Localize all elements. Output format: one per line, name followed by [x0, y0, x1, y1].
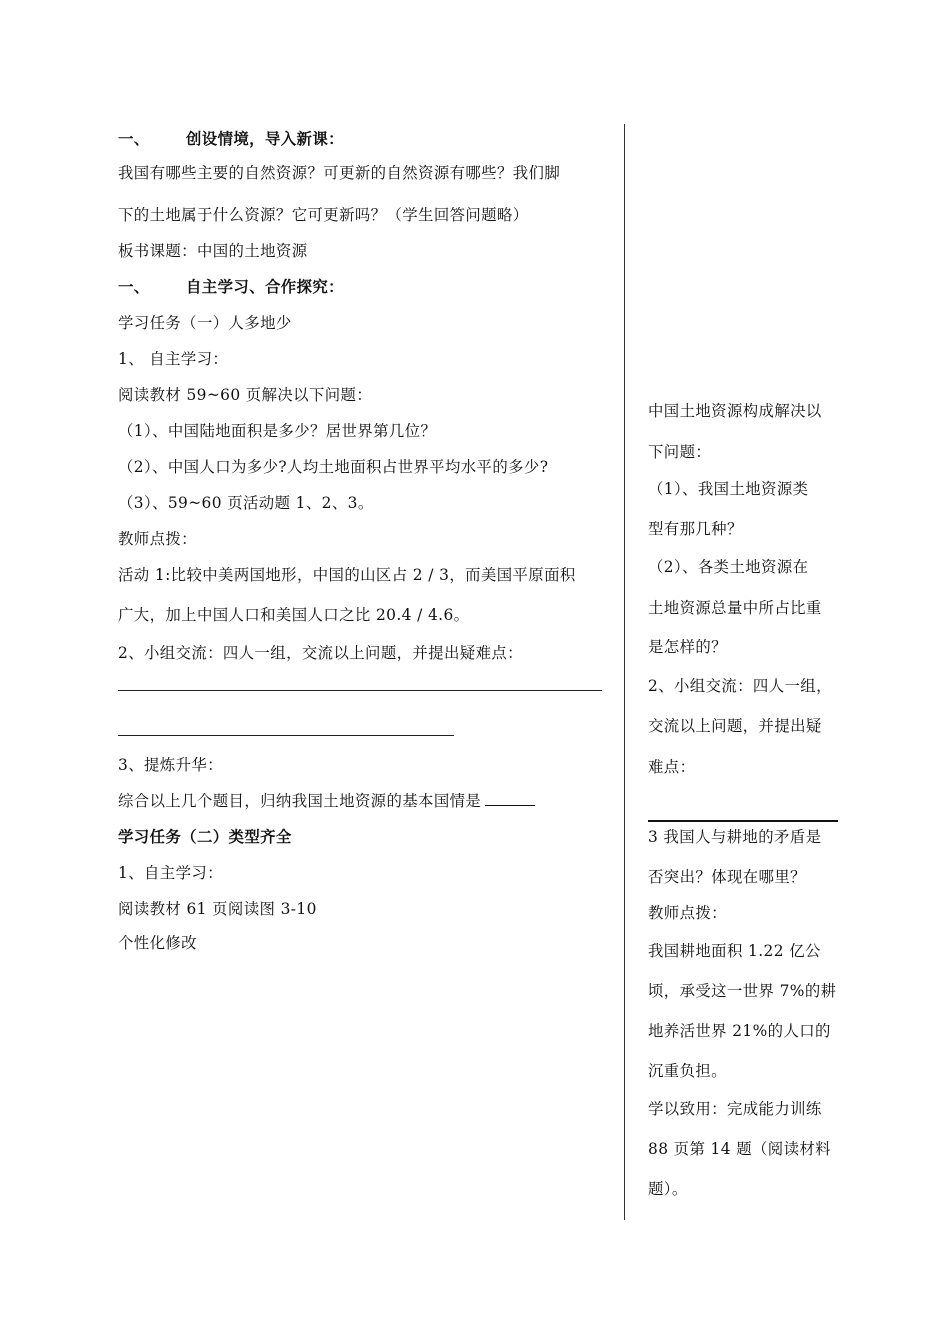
intro-text-line-1: 我国有哪些主要的自然资源？可更新的自然资源有哪些？我们脚	[118, 164, 561, 182]
reading-instruction-1: 阅读教材 59~60 页解决以下问题：	[118, 386, 373, 404]
summary-blank[interactable]	[485, 791, 535, 806]
intro-text-line-2: 下的土地属于什么资源？它可更新吗？（学生回答问题略）	[118, 206, 529, 224]
right-text-line-7: 是怎样的？	[648, 638, 727, 656]
teacher-tip-label: 教师点拨：	[118, 530, 197, 548]
right-text-line-20: 题）。	[648, 1180, 688, 1198]
right-text-line-6: 土地资源总量中所占比重	[648, 599, 822, 617]
step-1-label: 1、 自主学习：	[118, 350, 229, 368]
step-3-label: 3、提炼升华：	[118, 756, 223, 774]
answer-line-2	[118, 735, 454, 736]
right-text-line-12: 否突出？体现在哪里？	[648, 868, 806, 886]
reading-instruction-2: 阅读教材 61 页阅读图 3-10	[118, 900, 317, 918]
question-3: （3）、59~60 页活动题 1、2、3。	[118, 494, 374, 512]
question-2: （2）、中国人口为多少?人均土地面积占世界平均水平的多少?	[118, 458, 549, 476]
right-text-line-1: 中国土地资源构成解决以	[648, 402, 822, 420]
right-text-line-8: 2、小组交流：四人一组，	[648, 677, 832, 695]
section-number: 一、	[118, 130, 150, 148]
question-1: （1）、中国陆地面积是多少？居世界第几位？	[118, 422, 437, 440]
right-text-line-16: 地养活世界 21%的人口的	[648, 1022, 831, 1040]
left-column	[118, 0, 614, 1344]
right-text-line-10: 难点：	[648, 758, 696, 776]
activity-text-line-2: 广大，加上中国人口和美国人口之比 20.4 / 4.6。	[118, 606, 470, 624]
section-title: 自主学习、合作探究：	[186, 278, 344, 296]
activity-text-line-1: 活动 1:比较中美两国地形，中国的山区占 2 / 3，而美国平原面积	[118, 566, 576, 584]
task-1-title: 学习任务（一）人多地少	[118, 314, 292, 332]
right-text-line-11: 3 我国人与耕地的矛盾是	[648, 828, 822, 846]
section-title: 创设情境，导入新课：	[186, 130, 344, 148]
right-text-line-15: 顷，承受这一世界 7%的耕	[648, 982, 837, 1000]
task-2-title: 学习任务（二）类型齐全	[118, 828, 292, 846]
right-text-line-2: 下问题：	[648, 443, 712, 461]
answer-line-1	[118, 690, 602, 691]
section-heading-2	[118, 276, 344, 298]
right-text-line-14: 我国耕地面积 1.22 亿公	[648, 942, 821, 960]
right-text-line-19: 88 页第 14 题（阅读材料	[648, 1140, 831, 1158]
right-column-lower	[648, 0, 848, 1344]
board-title: 板书课题：中国的土地资源	[118, 242, 308, 260]
right-text-line-9: 交流以上问题，并提出疑	[648, 717, 822, 735]
right-text-line-5: （2）、各类土地资源在	[648, 558, 809, 576]
right-text-line-3: （1）、我国土地资源类	[648, 480, 809, 498]
right-text-line-18: 学以致用：完成能力训练	[648, 1100, 822, 1118]
right-text-line-13: 教师点拨：	[648, 904, 727, 922]
step-1b-label: 1、自主学习：	[118, 864, 223, 882]
step-2-label: 2、小组交流：四人一组，交流以上问题，并提出疑难点：	[118, 644, 523, 662]
summary-text: 综合以上几个题目，归纳我国土地资源的基本国情是	[118, 792, 482, 810]
right-text-line-4: 型有那几种？	[648, 520, 743, 538]
personalized-edit-label: 个性化修改	[118, 934, 197, 952]
section-heading-1	[118, 128, 344, 150]
section-number: 一、	[118, 278, 150, 296]
column-divider	[624, 124, 625, 1220]
summary-prompt	[118, 790, 535, 812]
right-text-line-17: 沉重负担。	[648, 1062, 727, 1080]
